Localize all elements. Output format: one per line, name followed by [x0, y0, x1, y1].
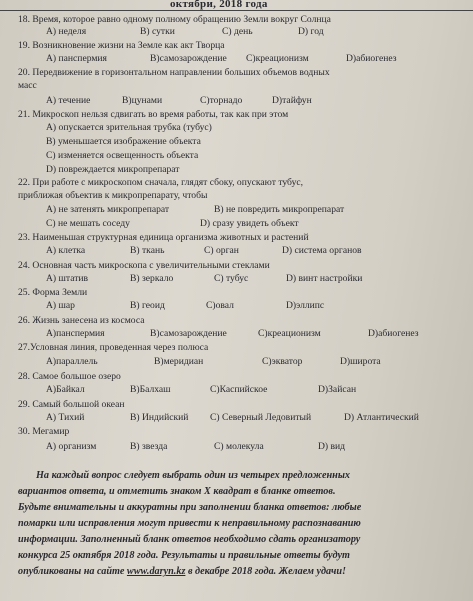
option-22-a: А) не затенять микропрепарат: [46, 204, 170, 215]
option-21-b: В) уменьшается изображение объекта: [46, 136, 201, 147]
option-24-b: В) зеркало: [130, 273, 174, 284]
option-18-d: D) год: [298, 26, 324, 37]
option-27-d: D)широта: [340, 356, 381, 367]
option-26-d: D)абиогенез: [368, 328, 419, 339]
option-25-b: В) геоид: [130, 300, 165, 311]
question-20: 20. Передвижение в горизонтальном направлении больших объемов водных: [18, 67, 330, 78]
option-22-c: С) не мешать соседу: [46, 218, 130, 229]
option-29-c: С) Северный Ледовитый: [210, 412, 312, 423]
option-24-c: С) тубус: [214, 273, 249, 284]
instructions-text: опубликованы на сайте: [18, 566, 127, 577]
option-29-d: D) Атлантический: [344, 412, 419, 423]
option-29-b: В) Индийский: [130, 412, 189, 423]
option-26-a: А)панспермия: [46, 328, 105, 339]
option-19-a: А) панспермия: [46, 53, 107, 64]
instructions-line-5: информации. Заполненный бланк ответов необходимо сдать организатору: [18, 534, 361, 545]
option-20-d: D)тайфун: [272, 95, 312, 106]
question-29: 29. Самый большой океан: [18, 399, 125, 410]
question-26: 26. Жизнь занесена из космоса: [18, 315, 145, 326]
option-23-d: D) система органов: [282, 245, 362, 256]
option-20-b: В)цунами: [122, 95, 163, 106]
option-24-a: А) штатив: [46, 273, 89, 284]
option-28-c: С)Каспийское: [210, 384, 268, 395]
question-30: 30. Мегамир: [18, 426, 70, 437]
instructions-line-2: вариантов ответа, и отметить знаком X квадрат в бланке ответов.: [18, 486, 336, 497]
instructions-line-4: помарки или исправления могут привести к неправильному распознаванию: [18, 518, 361, 529]
option-30-d: D) вид: [318, 441, 346, 452]
option-21-d: D) повреждается микропрепарат: [46, 164, 180, 175]
option-27-b: В)меридиан: [154, 356, 204, 367]
instructions-text-end: в декабре 2018 года. Желаем удачи!: [185, 566, 346, 577]
option-23-b: В) ткань: [130, 245, 165, 256]
question-22: 22. При работе с микроскопом сначала, глядят сбоку, опускают тубус,: [18, 177, 304, 188]
instructions-line-3: Будьте внимательны и аккуратны при заполнении бланка ответов: любые: [18, 502, 362, 513]
question-22-cont: приближая объектив к микропрепарату, чтобы: [18, 190, 208, 201]
option-24-d: D) винт настройки: [286, 273, 363, 284]
option-26-c: С)креационизм: [258, 328, 321, 339]
option-27-c: С)экватор: [262, 356, 303, 367]
option-28-d: D)Зайсан: [318, 384, 357, 395]
option-19-b: В)самозарождение: [150, 53, 227, 64]
option-23-a: А) клетка: [46, 245, 86, 256]
option-20-c: С)торнадо: [200, 95, 243, 106]
option-29-a: А) Тихий: [46, 412, 85, 423]
question-27: 27.Условная линия, проведенная через полюса: [18, 342, 209, 353]
option-18-a: А) неделя: [46, 26, 87, 37]
question-28: 28. Самое большое озеро: [18, 371, 121, 382]
question-21: 21. Микроскоп нельзя сдвигать во время работы, так как при этом: [18, 109, 289, 120]
option-18-c: С) день: [222, 26, 253, 37]
option-22-b: В) не повредить микропрепарат: [214, 204, 345, 215]
instructions-line-7: [18, 566, 346, 578]
option-26-b: В)самозарождение: [150, 328, 227, 339]
option-28-b: В)Балхаш: [130, 384, 171, 395]
option-23-c: С) орган: [204, 245, 239, 256]
option-21-c: С) изменяется освещенность объекта: [46, 150, 199, 161]
question-25: 25. Форма Земли: [18, 287, 88, 298]
option-25-d: D)эллипс: [286, 300, 325, 311]
option-28-a: А)Байкал: [46, 384, 85, 395]
option-30-c: С) молекула: [214, 441, 264, 452]
option-30-a: А) организм: [46, 441, 97, 452]
instructions-line-1: На каждый вопрос следует выбрать один из четырех предложенных: [36, 470, 350, 481]
header-divider: [0, 10, 473, 11]
option-30-b: В) звезда: [130, 441, 168, 452]
question-24: 24. Основная часть микроскопа с увеличительными стеклами: [18, 260, 270, 271]
option-20-a: А) течение: [46, 95, 91, 106]
question-18: 18. Время, которое равно одному полному обращению Земли вокруг Солнца: [18, 14, 331, 25]
question-20-cont: масс: [18, 80, 37, 91]
option-27-a: А)параллель: [46, 356, 98, 367]
option-21-a: А) опускается зрительная трубка (тубус): [46, 122, 212, 133]
question-23: 23. Наименьшая структурная единица организма животных и растений: [18, 232, 309, 243]
option-19-d: D)абиогенез: [346, 53, 397, 64]
option-22-d: D) сразу увидеть объект: [200, 218, 299, 229]
option-19-c: С)креационизм: [246, 53, 309, 64]
option-18-b: В) сутки: [140, 26, 175, 37]
page-header-date: октябри, 2018 года: [170, 0, 268, 10]
instructions-line-6: конкурса 25 октября 2018 года. Результаты и правильные ответы будут: [18, 550, 350, 561]
question-19: 19. Возникновение жизни на Земле как акт Творца: [18, 40, 225, 51]
option-25-a: А) шар: [46, 300, 75, 311]
website-link[interactable]: www.daryn.kz: [126, 566, 186, 577]
option-25-c: С)овал: [206, 300, 234, 311]
